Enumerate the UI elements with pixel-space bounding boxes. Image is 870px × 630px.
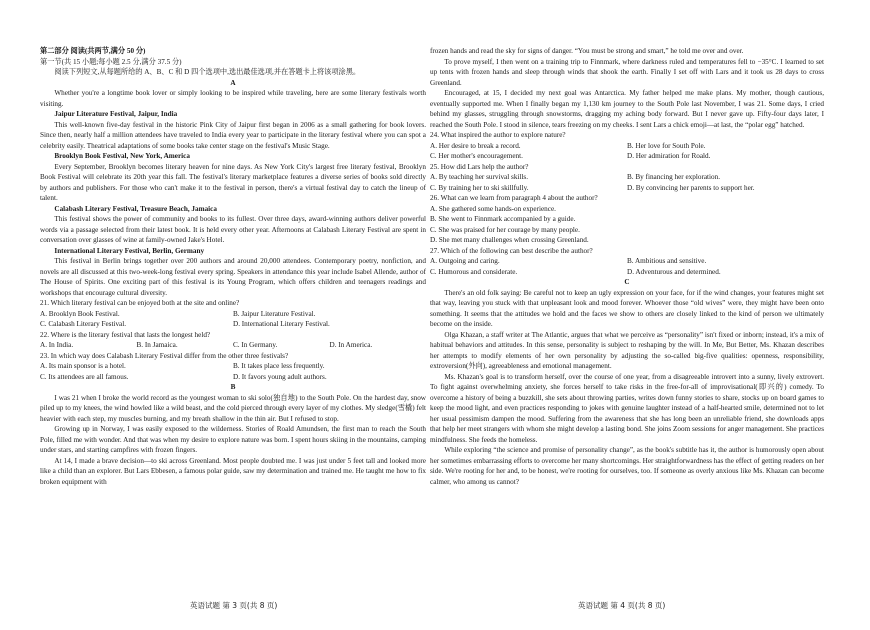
question-27: 27. Which of the following can best describe the author? — [430, 246, 593, 255]
q26-option-a: A. She gathered some hands-on experience. — [430, 204, 556, 213]
passage-b-continuation: frozen hands and read the sky for signs of danger. “You must be strong and smart,” he told me over and over. — [430, 47, 744, 55]
q22-options-row — [40, 340, 426, 351]
subsection-title: 第一节(共 15 小题;每小题 2.5 分,满分 37.5 分) — [40, 57, 182, 66]
q27-option-d: D. Adventurous and determined. — [627, 267, 721, 276]
passage-a-intro: Whether you're a longtime book lover or simply looking to be inspired while traveling, here are some literary festivals worth visiting. — [40, 89, 426, 108]
question-26: 26. What can we learn from paragraph 4 about the author? — [430, 194, 598, 202]
q25-option-c: C. By training her to ski skillfully. — [430, 183, 529, 192]
q25-option-d: D. By convincing her parents to support her. — [627, 183, 755, 192]
festival-body: This festival shows the power of community and books to its fullest. Over three days, award-winning authors deliver powerful words via a passage selected from their latest book. It is held every other year. Afternoons at Calabash Literary Festival are spent in conversation over glasses of wine at family-owned Jake's Hotel. — [40, 215, 426, 244]
q21-option-a: A. Brooklyn Book Festival. — [40, 309, 120, 318]
q26-option-b: B. She went to Finnmark accompanied by a guide. — [430, 215, 576, 223]
passage-b-label: B — [230, 383, 236, 391]
q25-options-row — [430, 183, 824, 194]
section-title: 第二部分 阅读(共两节,满分 50 分) — [40, 47, 146, 55]
q22-option-d: D. In America. — [329, 341, 373, 349]
q27-option-c: C. Humorous and considerate. — [430, 267, 518, 276]
q22-option-a: A. In India. — [40, 341, 74, 349]
left-page — [40, 46, 426, 487]
q24-option-a: A. Her desire to break a record. — [430, 141, 521, 150]
q27-options-row — [430, 267, 824, 278]
q21-option-d: D. International Literary Festival. — [233, 320, 330, 328]
right-page — [430, 46, 824, 487]
passage-b-paragraph: Growing up in Norway, I was easily exposed to the wilderness. Stories of Roald Amundsen, the first man to reach the South Pole, filled me with wonder. And that was when my desire to explore nature was born. I spent hours skiing in the mountains, camping under stars, and starting campfires with frozen fingers. — [40, 425, 426, 454]
q23-options-row — [40, 372, 426, 383]
q27-option-b: B. Ambitious and sensitive. — [627, 257, 707, 265]
festival-title: Brooklyn Book Festival, New York, America — [54, 152, 190, 160]
q21-option-b: B. Jaipur Literature Festival. — [233, 309, 316, 318]
instruction: 阅读下列短文,从每题所给的 A、B、C 和 D 四个选项中,选出最佳选项,并在答题卡上将该项涂黑。 — [54, 68, 361, 76]
passage-b-paragraph: I was 21 when I broke the world record as the youngest woman to ski solo(独自地) to the South Pole. On the hardest day, snow piled up to my knees, the wind howled like a wild beast, and the cold pierced through every layer of my clothes. My sledge(雪橇) felt heavier with each step, my muscles burning, and my breath shallow in the thin air. But I refused to stop. — [40, 393, 426, 423]
question-22: 22. Where is the literary festival that lasts the longest held? — [40, 330, 211, 339]
q24-option-b: B. Her love for South Pole. — [627, 141, 706, 150]
festival-title: Jaipur Literature Festival, Jaipur, India — [54, 110, 178, 118]
q23-option-c: C. Its attendees are all famous. — [40, 372, 129, 381]
question-23: 23. In which way does Calabash Literary Festival differ from the other three festivals? — [40, 351, 289, 360]
passage-c-paragraph: Olga Khazan, a staff writer at The Atlantic, argues that what we perceive as “personality” isn't fixed or inborn; instead, it's a mix of habitual behaviors and attitudes. In this sense, personality is subject to reshaping by the will. In Me, But Better, Ms. Khazan describes her attempts to modify elements of her own personality by adjusting the so-called big-five qualities: openness, responsibility, extroversion(外向), agreeableness and emotional management. — [430, 330, 824, 370]
q23-option-a: A. Its main sponsor is a hotel. — [40, 362, 126, 370]
q24-options-row — [430, 151, 824, 162]
q26-option-d: D. She met many challenges when crossing Greenland. — [430, 236, 589, 244]
q23-options-row — [40, 361, 426, 372]
q24-option-d: D. Her admiration for Roald. — [627, 152, 711, 160]
q21-options-row — [40, 319, 426, 330]
page-footer-left: 英语试题 第 3 页(共 8 页) — [190, 601, 278, 610]
passage-c-paragraph: While exploring “the science and promise of personality change”, as the book's subtitle has it, the author is humorously open about her sometimes embarrassing efforts to overcome her many shortcomings. Her straightforwardness has the effect of getting readers on her side. We're rooting for her and, to be honest, we're rooting for ourselves, too. If someone as overly anxious like Ms. Khazan can become calmer, who among us cannot? — [430, 446, 824, 486]
q21-options-row — [40, 309, 426, 320]
festival-body: This festival in Berlin brings together over 200 authors and around 20,000 attendees. Contemporary poetry, nonfiction, and novels are all discussed at this two-week-long festival every spring. Speakers in attendance this year include Isabel Allende, author of The House of Spirits. One exciting part of this festival is its Young Program, which offers children and teenagers readings and workshops that encourage cultural diversity. — [40, 257, 426, 297]
q25-option-b: B. By financing her exploration. — [627, 173, 721, 181]
q27-option-a: A. Outgoing and caring. — [430, 257, 500, 265]
q26-option-c: C. She was praised for her courage by many people. — [430, 225, 580, 234]
q23-option-b: B. It takes place less frequently. — [233, 362, 325, 370]
q25-options-row — [430, 172, 824, 183]
question-21: 21. Which literary festival can be enjoyed both at the site and online? — [40, 299, 240, 307]
festival-body: Every September, Brooklyn becomes literary heaven for nine days. As New York City's largest free literary festival, Brooklyn Book Festival will celebrate its 20th year this fall. The festival's literary marketplace features a diverse series of books sold directly by authors and publishers. For those who can't make it to the festival in person, there's a virtual festival day to catch the lineup of talent. — [40, 162, 426, 202]
passage-a-label: A — [230, 78, 236, 87]
q24-options-row — [430, 141, 824, 152]
passage-b-paragraph: Encouraged, at 15, I decided my next goal was Antarctica. My father helped me make plans. My mother, though cautious, eventually supported me. When I finally began my 1,130 km journey to the South Pole last November, I was 21. Some days, I cried behind my glasses, struggling through snowstorms, dragging my aching body forward. But I never gave up. Fifty-four days later, I reached the South Pole. I stood in silence, tears freezing on my cheeks. I sent Lars a chick emoji—at last, the “polar egg” hatched. — [430, 89, 824, 129]
passage-c-label: C — [624, 278, 630, 286]
q24-option-c: C. Her mother's encouragement. — [430, 152, 523, 160]
q25-option-a: A. By teaching her survival skills. — [430, 173, 529, 181]
q22-option-c: C. In Germany. — [233, 341, 278, 349]
passage-b-paragraph: To prove myself, I then went on a training trip to Finnmark, where darkness ruled and temperatures fell to −35°C. I learned to set up tents with frozen hands and sleep through winds that shook the earth. Finally I set off with Lars and it took us 28 days to cross Greenland. — [430, 57, 824, 87]
page-footer-right: 英语试题 第 4 页(共 8 页) — [578, 601, 666, 610]
passage-b-paragraph: At 14, I made a brave decision—to ski across Greenland. Most people doubted me. I was just under 5 feet tall and looked more like a child than an explorer. But Lars Ebbesen, a famous polar guide, saw my determination and trained me. He taught me how to fix broken equipment with — [40, 456, 426, 486]
q23-option-d: D. It favors young adult authors. — [233, 372, 327, 381]
passage-c-paragraph: Ms. Khazan's goal is to transform herself, over the course of one year, from a disagreeable introvert into a sunny, lively extrovert. To fight against overwhelming anxiety, she forces herself to take risks in the free-for-all of improvisational(即兴的) comedy. To overcome a history of being a buzzkill, she sets about throwing parties, writes down funny stories to share, stocks up on board games to keep the mood light, and even practices responding to jokes with genuine laughter instead of a half-hearted smile, determined not to let her usual pessimism dampen the mood. Suffering from the awareness that she has long been an unreliable friend, she downloads apps that help her meet strangers with whom she might develop a lasting bond. She joins Zoom sessions for anger management. She practices mindfulness. She feeds the homeless. — [430, 372, 824, 444]
q22-option-b: B. In Jamaica. — [136, 341, 178, 349]
q21-option-c: C. Calabash Literary Festival. — [40, 320, 127, 328]
q27-options-row — [430, 256, 824, 267]
festival-title: Calabash Literary Festival, Treasure Beach, Jamaica — [54, 204, 217, 213]
passage-c-paragraph: There's an old folk saying: Be careful not to keep an ugly expression on your face, for if the wind changes, your features might set that way, leaving you stuck with that unpleasant look and mood forever. Whoever those “old wives” were, they might have been onto something. It seems that the attitudes we hold and the faces we show to others are closely linked to the kind of person we ultimately become on the inside. — [430, 288, 824, 328]
question-25: 25. How did Lars help the author? — [430, 162, 529, 171]
festival-title: International Literary Festival, Berlin, Germany — [54, 246, 205, 255]
question-24: 24. What inspired the author to explore nature? — [430, 131, 566, 139]
festival-body: This well-known five-day festival in the historic Pink City of Jaipur first began in 2006 as a small gathering for book lovers. Since then, nearly half a million attendees have traveled to India every year to participate in the literary festival where you can spot a celebrity easily. Theatrical adaptations of some books take center stage on the festival's Music Stage. — [40, 120, 426, 150]
